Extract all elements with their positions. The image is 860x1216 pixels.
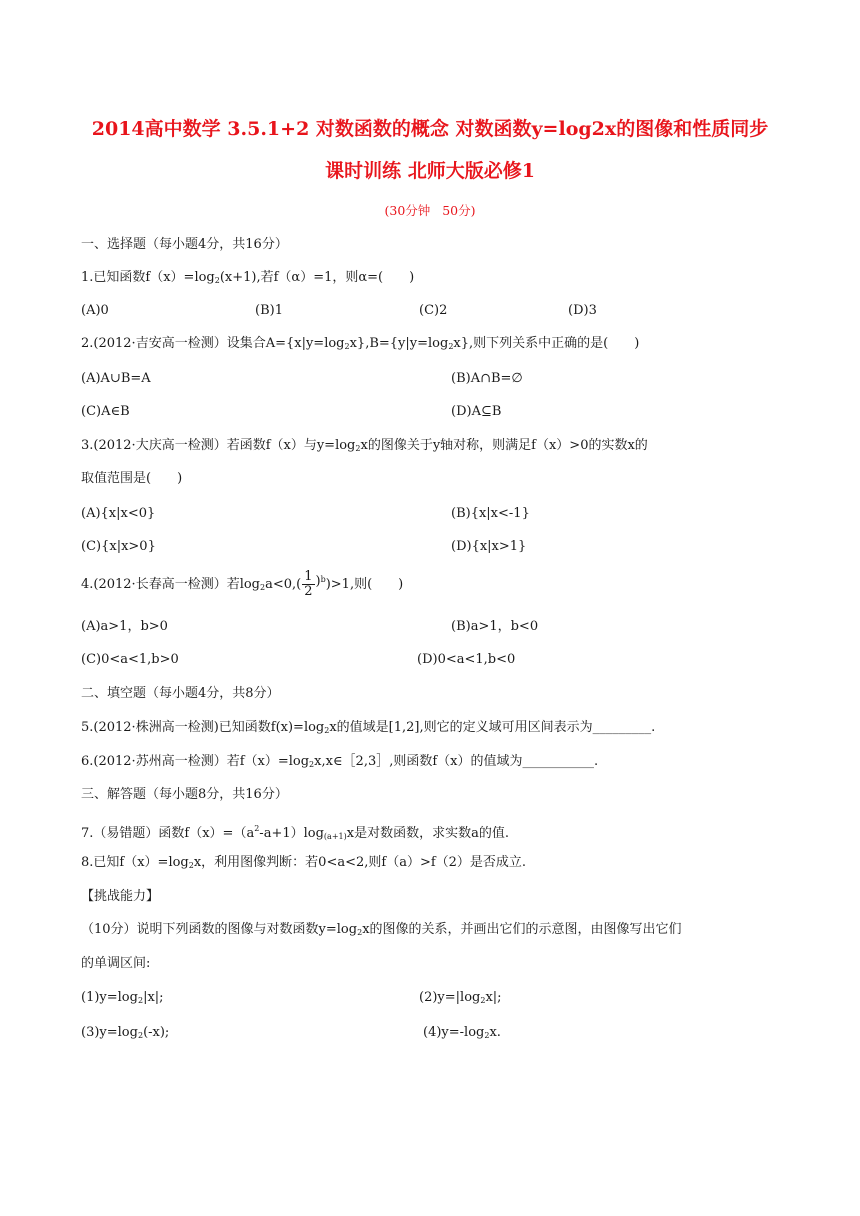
q4-option-d: (D)0<a<1,b<0 bbox=[417, 652, 516, 667]
question-1: 1.已知函数$f(x)=\log_2(x+1)$,若f（α）=1，则α=( ) bbox=[81, 270, 415, 285]
q2-option-d: (D)A⊆B bbox=[451, 404, 502, 419]
q4-option-c: (C)0<a<1,b>0 bbox=[81, 652, 179, 667]
q2-option-b: (B)A∩B=∅ bbox=[451, 371, 523, 386]
section-heading-choice: 一、选择题（每小题4分，共16分） bbox=[81, 237, 288, 252]
challenge-item-4: $(4)y=-\log_2x$. bbox=[423, 1025, 501, 1040]
question-3-line-2: 取值范围是( ) bbox=[81, 471, 183, 486]
question-7: 7.（易错题）函数$f(x)=(a^2-a+1)\log_{(a+1)}x$是对数函数，求实数a的值. bbox=[81, 824, 509, 841]
q4-option-b: (B)a>1，b<0 bbox=[451, 619, 539, 634]
q1-option-b: (B)1 bbox=[255, 303, 283, 318]
challenge-item-1: $(1)y=\log_2|x|$; bbox=[81, 990, 164, 1005]
time-score-subtitle: (30分钟 50分) bbox=[384, 203, 476, 218]
challenge-heading: 【挑战能力】 bbox=[81, 889, 160, 904]
question-3: 3.(2012·大庆高一检测）若函数f（x）与$y=\log_2x$的图像关于y轴对称，则满足f（x）>0的实数x的 bbox=[81, 438, 648, 453]
one-half-fraction: $\frac{1}{2}$ bbox=[304, 569, 313, 599]
challenge-item-2: $(2)y=|\log_2x|$; bbox=[419, 990, 502, 1005]
q4-option-a: (A)a>1，b>0 bbox=[81, 619, 168, 634]
q3-option-c: (C){x|x>0} bbox=[81, 539, 156, 554]
challenge-item-3: $(3)y=\log_2(-x)$; bbox=[81, 1025, 170, 1040]
q2-option-c: (C)A∈B bbox=[81, 404, 130, 419]
q3-option-a: (A){x|x<0} bbox=[81, 506, 156, 521]
question-5: 5.(2012·株洲高一检测)已知函数$f(x)=\log_2x$的值域是[1,2],则它的定义域可用区间表示为_________. bbox=[81, 720, 656, 735]
q3-option-b: (B){x|x<-1} bbox=[451, 506, 530, 521]
q1-option-a: (A)0 bbox=[81, 303, 109, 318]
question-8: 8.已知$f(x)=\log_2x$，利用图像判断：若0<a<2,则f（a）>f（2）是否成立. bbox=[81, 855, 527, 870]
question-6: 6.(2012·苏州高一检测）若$f(x)=\log_2x,x\in[2,3]$,则函数f（x）的值域为___________. bbox=[81, 754, 599, 769]
q3-option-d: (D){x|x>1} bbox=[451, 539, 527, 554]
section-heading-fill: 二、填空题（每小题4分，共8分） bbox=[81, 686, 280, 701]
document-title-line-1: 2014高中数学 3.5.1+2 对数函数的概念 对数函数y=log2x的图像和性质同步 bbox=[91, 118, 769, 140]
question-2: 2.(2012·吉安高一检测）设集合$A=\{x|y=\log_2x\},B=\{y|y=\log_2x\}$,则下列关系中正确的是( ) bbox=[81, 336, 640, 351]
challenge-question-line-2: 的单调区间: bbox=[81, 956, 151, 971]
section-heading-answer: 三、解答题（每小题8分，共16分） bbox=[81, 787, 288, 802]
q1-option-c: (C)2 bbox=[419, 303, 448, 318]
q1-option-d: (D)3 bbox=[568, 303, 597, 318]
document-title-line-2: 课时训练 北师大版必修1 bbox=[325, 160, 535, 182]
question-4: 4.(2012·长春高一检测）若$\log_2a<0$,( $\frac{1}{2}$ )$^b$)>1,则( ) bbox=[81, 569, 404, 599]
challenge-question: （10分）说明下列函数的图像与对数函数$y=\log_2x$的图像的关系，并画出它们的示意图，由图像写出它们 bbox=[81, 922, 682, 937]
q2-option-a: (A)A∪B=A bbox=[81, 371, 151, 386]
